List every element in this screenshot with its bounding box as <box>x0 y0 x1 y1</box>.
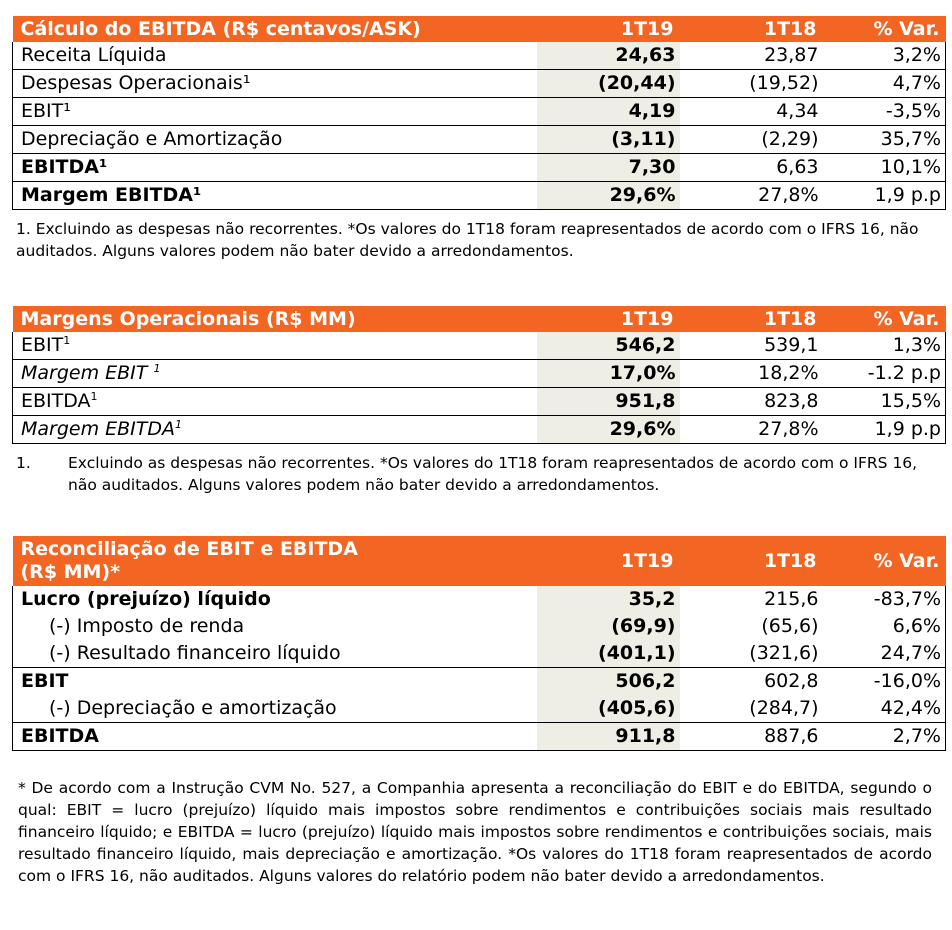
cell-1t19: (401,1) <box>537 640 680 668</box>
cell-var: 6,6% <box>823 613 946 640</box>
row-label: (-) Imposto de renda <box>13 613 537 640</box>
table-row <box>13 332 946 360</box>
table-row <box>13 586 946 613</box>
footnote-number: 1. <box>16 454 31 472</box>
row-label: Margem EBITDA¹ <box>13 182 537 210</box>
cell-1t19: 506,2 <box>537 668 680 696</box>
cell-var: 10,1% <box>823 154 946 182</box>
col-var-header: % Var. <box>823 306 946 332</box>
cell-var: 35,7% <box>823 126 946 154</box>
cell-var: 4,7% <box>823 70 946 98</box>
col-1t18-header: 1T18 <box>680 16 823 42</box>
row-label: Lucro (prejuízo) líquido <box>13 586 537 613</box>
row-label: Depreciação e Amortização <box>13 126 537 154</box>
table-row <box>13 695 946 723</box>
row-label: EBIT¹ <box>13 98 537 126</box>
cell-1t19: (405,6) <box>537 695 680 723</box>
table-row <box>13 182 946 210</box>
cell-1t18: 27,8% <box>680 182 823 210</box>
table-row <box>13 723 946 751</box>
cell-var: -1.2 p.p <box>823 360 946 388</box>
table-footnote: 1. Excluindo as despesas não recorrentes. *Os valores do 1T18 foram reapresentados de acordo com o IFRS 16, não auditados. Alguns valores podem não bater devido a arredondamentos. <box>16 220 919 260</box>
cell-1t18: (19,52) <box>680 70 823 98</box>
col-1t19-header: 1T19 <box>537 16 680 42</box>
cell-1t18: 4,34 <box>680 98 823 126</box>
cell-1t19: 29,6% <box>537 182 680 210</box>
table-row <box>13 360 946 388</box>
cell-var: 1,9 p.p <box>823 416 946 444</box>
row-label: Despesas Operacionais¹ <box>13 70 537 98</box>
table-row <box>13 613 946 640</box>
cell-1t19: 7,30 <box>537 154 680 182</box>
cell-1t18: (2,29) <box>680 126 823 154</box>
cell-1t19: 35,2 <box>537 586 680 613</box>
table-title: Cálculo do EBITDA (R$ centavos/ASK) <box>13 16 537 42</box>
cell-1t19: (3,11) <box>537 126 680 154</box>
cell-var: 2,7% <box>823 723 946 751</box>
footnote-text: Excluindo as despesas não recorrentes. *Os valores do 1T18 foram reapresentados de acordo com o IFRS 16, não auditados. Alguns valores podem não bater devido a arredondamentos. <box>68 454 918 494</box>
cell-1t18: 823,8 <box>680 388 823 416</box>
row-label: EBITDA <box>13 723 537 751</box>
cell-1t18: 602,8 <box>764 670 819 692</box>
cell-var: -3,5% <box>823 98 946 126</box>
cell-var: 1,9 p.p <box>823 182 946 210</box>
reconciliation-footnote: * De acordo com a Instrução CVM No. 527, a Companhia apresenta a reconciliação do EBIT e do EBITDA, segundo o qual: EBIT = lucro (prejuízo) líquido mais impostos sobre rendimentos e contribuições sociais mais resultado financeiro líquido; e EBITDA = lucro (prejuízo) líquido mais impostos sobre rendimentos e contribuições sociais, mais resultado financeiro líquido, mais depreciação e amortização. *Os valores do 1T18 foram reapresentados de acordo com o IFRS 16, não auditados. Alguns valores do relatório podem não bater devido a arredondamentos. <box>18 779 932 885</box>
cell-1t18: 27,8% <box>680 416 823 444</box>
table-footnote <box>16 452 936 496</box>
col-1t18-header: 1T18 <box>680 536 823 586</box>
cell-1t18: (284,7) <box>680 695 823 723</box>
ebit-ebitda-reconciliation-table <box>12 536 946 751</box>
cell-var: 15,5% <box>823 388 946 416</box>
table-row <box>13 98 946 126</box>
table-title-line2: (R$ MM)* <box>20 561 121 583</box>
cell-1t19: 911,8 <box>537 723 680 751</box>
cell-1t18: (321,6) <box>680 640 823 668</box>
row-label: Margem EBIT $^1$ <box>13 360 537 388</box>
cell-1t19: (20,44) <box>537 70 680 98</box>
col-var-header: % Var. <box>823 16 946 42</box>
cell-1t18: 6,63 <box>680 154 823 182</box>
table-row <box>13 70 946 98</box>
operating-margins-table <box>12 306 946 444</box>
row-label: (-) Depreciação e amortização <box>13 695 537 723</box>
cell-1t19: (69,9) <box>537 613 680 640</box>
col-var-header: % Var. <box>823 536 946 586</box>
row-label: EBIT <box>13 668 537 696</box>
table-row <box>13 640 946 668</box>
cell-var: 42,4% <box>823 695 946 723</box>
table-row <box>13 388 946 416</box>
table-row <box>13 42 946 70</box>
cell-1t18: 887,6 <box>680 723 823 751</box>
cell-1t19: 24,63 <box>537 42 680 70</box>
table-row <box>13 126 946 154</box>
cell-1t18: 18,2% <box>680 360 823 388</box>
table-row <box>13 668 946 696</box>
cell-var: -83,7% <box>823 586 946 613</box>
cell-1t19: 546,2 <box>537 332 680 360</box>
row-label: Receita Líquida <box>13 42 537 70</box>
row-label: EBITDA¹ <box>13 154 537 182</box>
cell-var: 3,2% <box>823 42 946 70</box>
cell-var: 1,3% <box>823 332 946 360</box>
cell-1t19: 951,8 <box>537 388 680 416</box>
cell-1t18: 215,6 <box>764 588 819 610</box>
row-label: EBIT$^1$ <box>13 332 537 360</box>
cell-var: -16,0% <box>823 668 946 696</box>
col-1t19-header: 1T19 <box>537 536 680 586</box>
table-header <box>13 536 946 586</box>
table-header <box>13 16 946 42</box>
cell-1t18: 539,1 <box>680 332 823 360</box>
cell-1t19: 29,6% <box>537 416 680 444</box>
cell-1t18: (65,6) <box>761 615 819 637</box>
table-row <box>13 416 946 444</box>
cell-var: 24,7% <box>823 640 946 668</box>
table-title: Margens Operacionais (R$ MM) <box>13 306 537 332</box>
cell-1t19: 17,0% <box>537 360 680 388</box>
col-1t18-header: 1T18 <box>680 306 823 332</box>
cell-1t18: 23,87 <box>680 42 823 70</box>
table-title-line1: Reconciliação de EBIT e EBITDA <box>20 538 358 560</box>
col-1t19-header: 1T19 <box>537 306 680 332</box>
row-label: EBITDA$^1$ <box>13 388 537 416</box>
table-header <box>13 306 946 332</box>
table-row <box>13 154 946 182</box>
ebitda-calc-table <box>12 16 946 210</box>
table-title <box>13 536 537 586</box>
cell-1t19: 4,19 <box>537 98 680 126</box>
row-label: (-) Resultado financeiro líquido <box>13 640 537 668</box>
row-label: Margem EBITDA$^1$ <box>13 416 537 444</box>
